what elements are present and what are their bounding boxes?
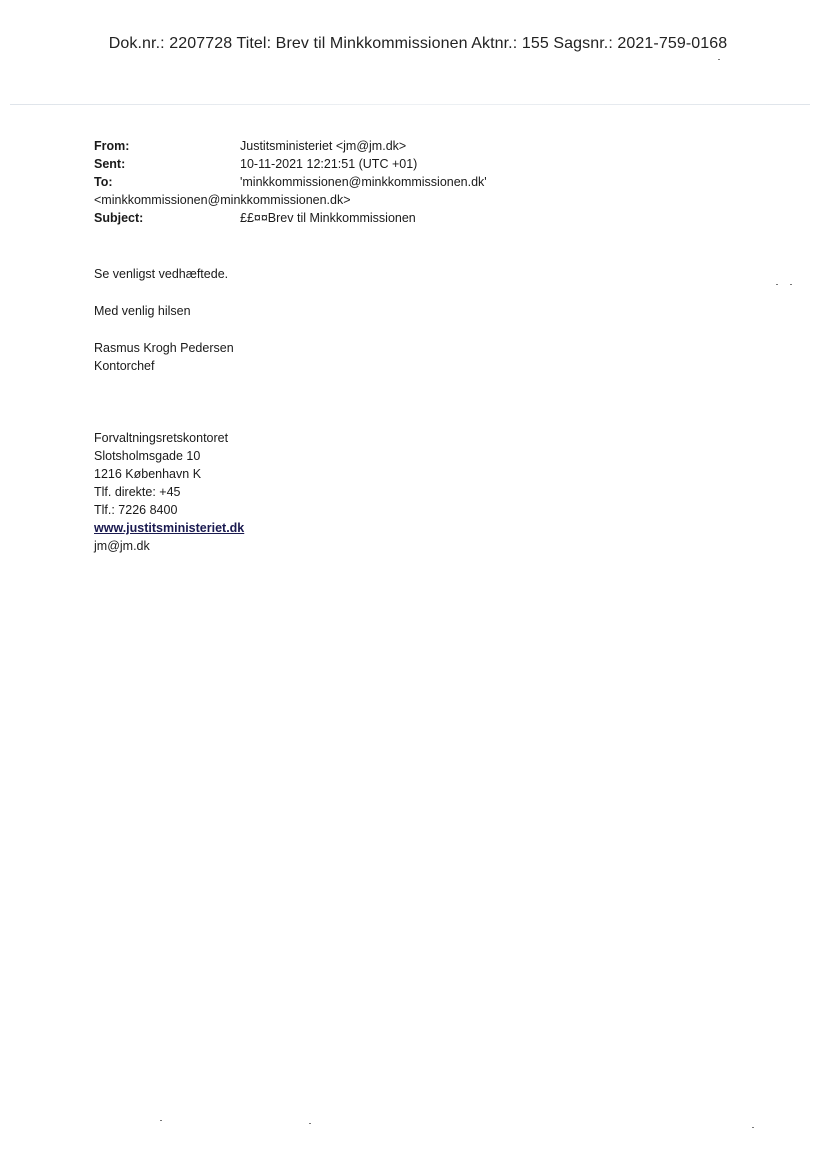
email-body [94,246,754,555]
signature-phone: Tlf.: 7226 8400 [94,503,178,517]
from-row [94,137,754,155]
sent-label: Sent: [94,157,126,171]
sent-value: 10-11-2021 12:21:51 (UTC +01) [240,157,418,171]
signature-email: jm@jm.dk [94,539,150,553]
from-value: Justitsministeriet <jm@jm.dk> [240,139,407,153]
subject-label: Subject: [94,211,144,225]
header-divider [10,104,810,105]
sender-title: Kontorchef [94,359,155,373]
scan-speck [309,1123,311,1124]
from-label: From: [94,139,130,153]
scan-speck [776,284,778,285]
sent-row [94,155,754,173]
signature-office: Forvaltningsretskontoret [94,431,229,445]
signature-direct-phone: Tlf. direkte: +45 [94,485,181,499]
body-line-attachment: Se venligst vedhæftede. [94,267,229,281]
sender-name: Rasmus Krogh Pedersen [94,341,234,355]
scan-speck [160,1120,162,1121]
signature-city: 1216 København K [94,467,202,481]
website-link[interactable]: www.justitsministeriet.dk [94,521,245,535]
scan-speck [790,284,792,285]
to-value-continued: <minkkommissionen@minkkommissionen.dk> [94,193,351,207]
subject-row [94,209,754,227]
document-header: Dok.nr.: 2207728 Titel: Brev til Minkkommissionen Aktnr.: 155 Sagsnr.: 2021-759-0168 [108,35,728,52]
scan-speck [718,59,720,60]
scan-speck [752,1127,754,1128]
to-label: To: [94,175,113,189]
body-line-greeting: Med venlig hilsen [94,304,191,318]
subject-value: ££¤¤Brev til Minkkommissionen [240,211,416,225]
email-printout [94,137,754,555]
to-row [94,173,754,191]
signature-street: Slotsholmsgade 10 [94,449,201,463]
to-value: 'minkkommissionen@minkkommissionen.dk' [240,175,487,189]
